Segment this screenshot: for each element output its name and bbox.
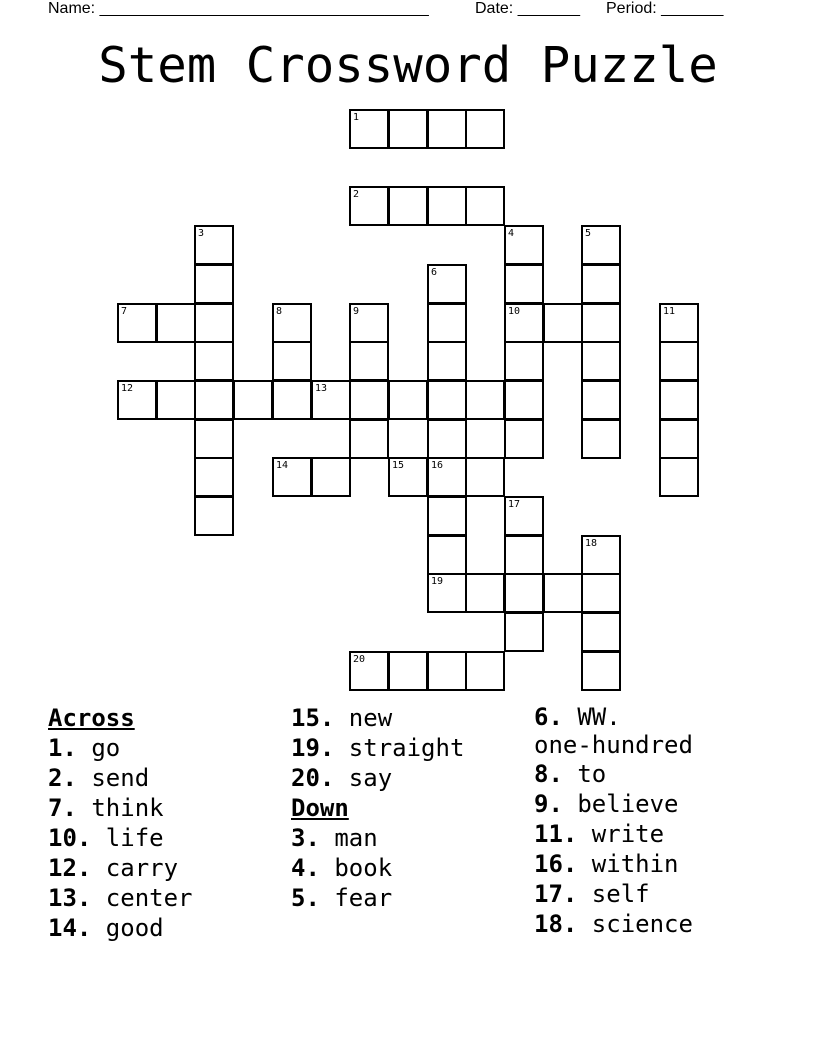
clue-item: 14. good <box>48 914 164 942</box>
crossword-cell[interactable] <box>659 419 699 459</box>
crossword-cell[interactable] <box>465 573 505 613</box>
crossword-cell[interactable] <box>581 341 621 381</box>
clue-number: 2 <box>353 189 360 200</box>
clue-item: 9. believe <box>534 790 679 818</box>
crossword-cell[interactable] <box>349 380 389 420</box>
clue-number: 16 <box>431 460 444 471</box>
crossword-cell[interactable] <box>156 380 196 420</box>
clue-item: 20. say <box>291 764 393 792</box>
crossword-cell[interactable] <box>504 419 544 459</box>
crossword-cell[interactable] <box>427 380 467 420</box>
crossword-cell[interactable] <box>427 264 467 304</box>
crossword-cell[interactable] <box>349 109 389 149</box>
clue-number: 20 <box>353 654 366 665</box>
crossword-cell[interactable] <box>427 535 467 575</box>
clue-number: 5 <box>585 228 592 239</box>
crossword-cell[interactable] <box>272 457 312 497</box>
clue-number: 12 <box>121 383 134 394</box>
crossword-cell[interactable] <box>272 380 312 420</box>
clue-item: 4. book <box>291 854 393 882</box>
crossword-cell[interactable] <box>504 341 544 381</box>
clue-column-1 <box>48 703 193 943</box>
crossword-cell[interactable] <box>349 303 389 343</box>
clue-item: 1. go <box>48 734 121 762</box>
down-heading: Down <box>291 794 349 822</box>
crossword-cell[interactable] <box>272 303 312 343</box>
clue-item: 11. write <box>534 820 665 848</box>
clue-number: 3 <box>198 228 205 239</box>
crossword-cell[interactable] <box>427 651 467 691</box>
clue-number: 17 <box>508 499 521 510</box>
clue-item: 18. science <box>534 910 693 938</box>
clue-number: 18 <box>585 538 598 549</box>
crossword-cell[interactable] <box>388 457 428 497</box>
clue-number: 11 <box>663 306 676 317</box>
crossword-cell[interactable] <box>349 186 389 226</box>
crossword-cell[interactable] <box>349 419 389 459</box>
crossword-cell[interactable] <box>465 109 505 149</box>
crossword-cell[interactable] <box>427 419 467 459</box>
crossword-cell[interactable] <box>427 109 467 149</box>
crossword-cell[interactable] <box>427 496 467 536</box>
name-field[interactable]: Name: _____________________________________ <box>48 0 429 17</box>
crossword-cell[interactable] <box>504 303 544 343</box>
crossword-cell[interactable] <box>194 419 234 459</box>
crossword-cell[interactable] <box>465 457 505 497</box>
crossword-cell[interactable] <box>581 264 621 304</box>
clue-number: 6 <box>431 267 438 278</box>
crossword-cell[interactable] <box>194 380 234 420</box>
crossword-cell[interactable] <box>388 109 428 149</box>
crossword-cell[interactable] <box>581 419 621 459</box>
crossword-cell[interactable] <box>388 380 428 420</box>
clue-item: 19. straight <box>291 734 465 762</box>
crossword-cell[interactable] <box>311 457 351 497</box>
date-field[interactable]: Date: _______ <box>475 0 580 17</box>
crossword-cell[interactable] <box>349 341 389 381</box>
clue-item: 2. send <box>48 764 150 792</box>
period-field[interactable]: Period: _______ <box>606 0 724 17</box>
crossword-cell[interactable] <box>194 264 234 304</box>
crossword-cell[interactable] <box>659 457 699 497</box>
crossword-cell[interactable] <box>465 380 505 420</box>
clue-column-3 <box>534 703 693 939</box>
crossword-cell[interactable] <box>581 535 621 575</box>
clue-number: 4 <box>508 228 515 239</box>
clue-item: 7. think <box>48 794 164 822</box>
crossword-cell[interactable] <box>117 380 157 420</box>
crossword-cell[interactable] <box>194 225 234 265</box>
clue-number: 9 <box>353 306 360 317</box>
crossword-cell[interactable] <box>388 186 428 226</box>
clue-number: 14 <box>276 460 289 471</box>
clue-number: 1 <box>353 112 360 123</box>
clue-number: 7 <box>121 306 128 317</box>
clue-item: 16. within <box>534 850 679 878</box>
crossword-cell[interactable] <box>349 651 389 691</box>
crossword-cell[interactable] <box>504 264 544 304</box>
crossword-cell[interactable] <box>581 612 621 652</box>
crossword-cell[interactable] <box>272 341 312 381</box>
crossword-cell[interactable] <box>504 612 544 652</box>
clue-number: 10 <box>508 306 521 317</box>
crossword-cell[interactable] <box>465 651 505 691</box>
clue-number: 8 <box>276 306 283 317</box>
across-heading: Across <box>48 704 135 732</box>
clue-item: 5. fear <box>291 884 393 912</box>
crossword-cell[interactable] <box>504 573 544 613</box>
crossword-cell[interactable] <box>194 457 234 497</box>
clue-item: 6. WW. <box>534 703 621 731</box>
clue-item: 3. man <box>291 824 378 852</box>
crossword-cell[interactable] <box>465 186 505 226</box>
clue-item: 12. carry <box>48 854 179 882</box>
crossword-cell[interactable] <box>388 651 428 691</box>
crossword-cell[interactable] <box>504 380 544 420</box>
clue-item: 10. life <box>48 824 164 852</box>
crossword-cell[interactable] <box>311 380 351 420</box>
clue-number: 13 <box>315 383 328 394</box>
crossword-cell[interactable] <box>194 341 234 381</box>
crossword-cell[interactable] <box>233 380 273 420</box>
crossword-cell[interactable] <box>427 341 467 381</box>
crossword-cell[interactable] <box>581 651 621 691</box>
crossword-cell[interactable] <box>581 225 621 265</box>
clue-item: 17. self <box>534 880 650 908</box>
clue-column-2 <box>291 703 464 913</box>
clue-item: 15. new <box>291 704 393 732</box>
clue-item-continued: one-hundred <box>534 731 693 759</box>
crossword-cell[interactable] <box>117 303 157 343</box>
crossword-cell[interactable] <box>659 380 699 420</box>
crossword-cell[interactable] <box>659 303 699 343</box>
student-info-line <box>48 0 768 20</box>
page-title: Stem Crossword Puzzle <box>98 37 718 94</box>
crossword-cell[interactable] <box>427 457 467 497</box>
clue-item: 8. to <box>534 760 607 788</box>
crossword-cell[interactable] <box>504 225 544 265</box>
crossword-cell[interactable] <box>427 186 467 226</box>
crossword-cell[interactable] <box>543 573 583 613</box>
crossword-cell[interactable] <box>156 303 196 343</box>
crossword-cell[interactable] <box>504 535 544 575</box>
crossword-cell[interactable] <box>427 573 467 613</box>
crossword-cell[interactable] <box>427 303 467 343</box>
crossword-cell[interactable] <box>194 303 234 343</box>
crossword-cell[interactable] <box>581 573 621 613</box>
crossword-cell[interactable] <box>659 341 699 381</box>
crossword-cell[interactable] <box>543 303 583 343</box>
crossword-cell[interactable] <box>504 496 544 536</box>
crossword-cell[interactable] <box>194 496 234 536</box>
crossword-cell[interactable] <box>581 303 621 343</box>
clue-item: 13. center <box>48 884 193 912</box>
clue-number: 19 <box>431 576 444 587</box>
crossword-cell[interactable] <box>581 380 621 420</box>
clue-number: 15 <box>392 460 405 471</box>
